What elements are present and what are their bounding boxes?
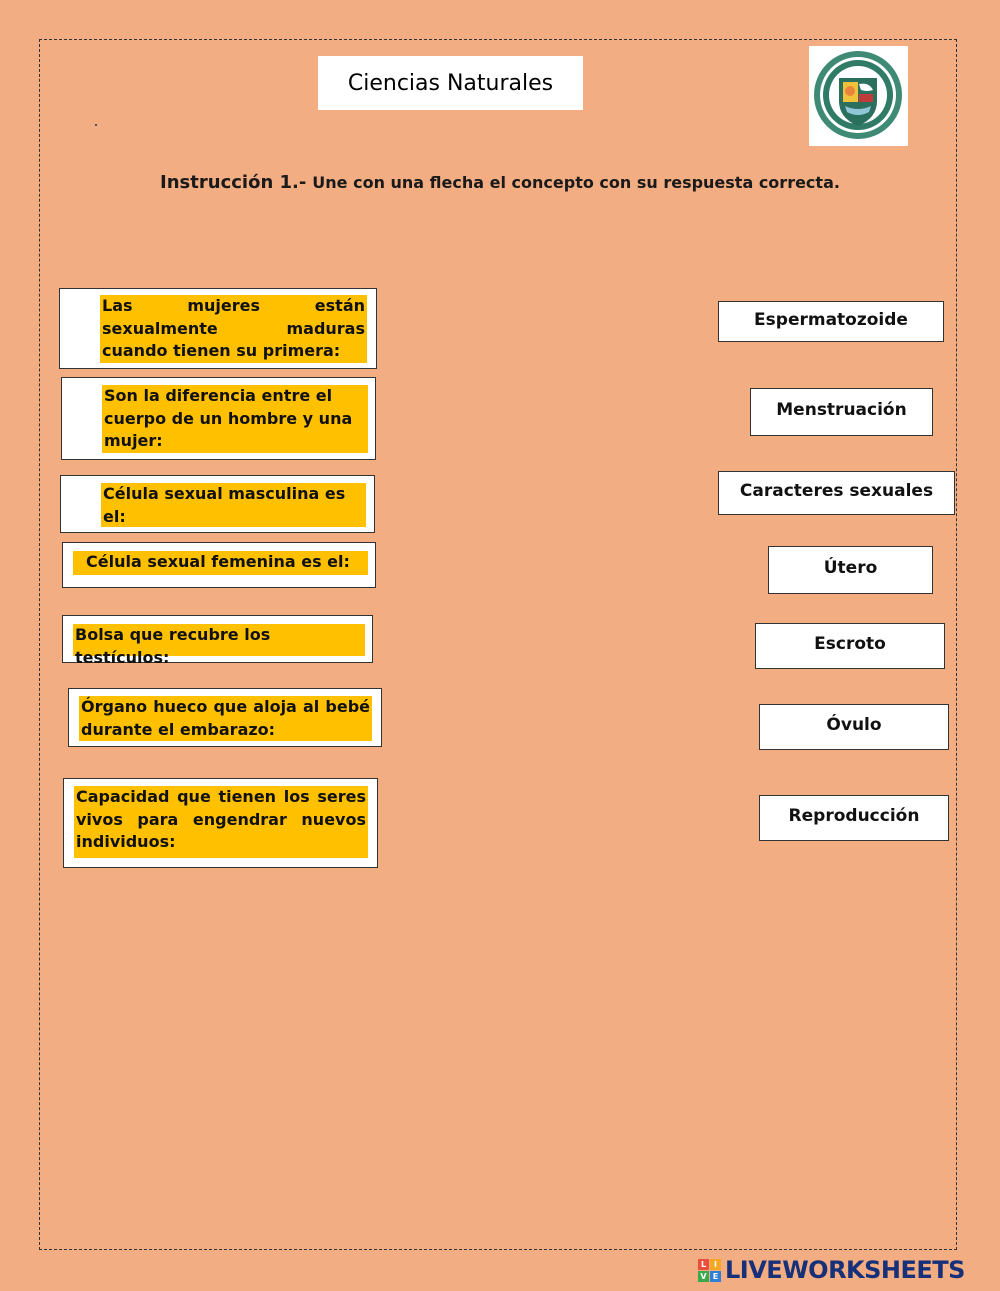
answer-box[interactable] <box>768 546 933 594</box>
worksheet-title <box>318 56 583 110</box>
answer-box[interactable] <box>759 704 949 750</box>
answer-box[interactable] <box>759 795 949 841</box>
answer-text: Útero <box>823 558 878 578</box>
answer-text: Espermatozoide <box>754 309 908 330</box>
concept-text: Son la diferencia entre el cuerpo de un hombre y una mujer: <box>102 385 368 453</box>
answer-box[interactable] <box>718 301 944 342</box>
brand-letter: L <box>698 1259 709 1270</box>
concept-box[interactable] <box>62 542 376 588</box>
answer-text: Escroto <box>814 634 886 654</box>
concept-text: Las mujeres están sexualmente maduras cuando tienen su primera: <box>100 295 367 363</box>
brand-letter: I <box>710 1259 721 1270</box>
concept-box[interactable] <box>62 615 373 667</box>
answer-text: Óvulo <box>826 715 882 735</box>
concept-box[interactable] <box>63 778 378 868</box>
concept-box[interactable] <box>59 288 377 369</box>
concept-text: Órgano hueco que aloja al bebé durante el embarazo: <box>79 696 372 741</box>
concept-text: Capacidad que tienen los seres vivos para engendrar nuevos individuos: <box>74 786 368 858</box>
answer-text: Menstruación <box>776 400 907 420</box>
brand-letter: V <box>698 1271 709 1282</box>
concept-box[interactable] <box>61 377 376 460</box>
school-logo <box>809 46 908 146</box>
instruction-line <box>0 172 1000 193</box>
concept-text: Bolsa que recubre los testículos: <box>73 624 365 656</box>
concept-text: Célula sexual masculina es el: <box>101 483 366 527</box>
brand-name: LIVEWORKSHEETS <box>725 1256 965 1284</box>
instruction-lead: Instrucción 1.- <box>160 172 307 193</box>
concept-text: Célula sexual femenina es el: <box>73 551 368 575</box>
brand-logo-icon <box>698 1259 721 1282</box>
answer-box[interactable] <box>755 623 945 669</box>
instruction-text: Une con una flecha el concepto con su respuesta correcta. <box>312 173 840 192</box>
answer-box[interactable] <box>718 471 955 515</box>
answer-text: Caracteres sexuales <box>739 481 934 501</box>
brand-letter: E <box>710 1271 721 1282</box>
liveworksheets-brand <box>698 1257 965 1283</box>
school-crest-icon <box>809 46 908 146</box>
concept-box[interactable] <box>68 688 382 747</box>
worksheet-title-text: Ciencias Naturales <box>347 70 554 96</box>
concept-box[interactable] <box>60 475 375 533</box>
answer-text: Reproducción <box>788 806 920 826</box>
answer-box[interactable] <box>750 388 933 436</box>
stray-dot <box>95 124 97 126</box>
